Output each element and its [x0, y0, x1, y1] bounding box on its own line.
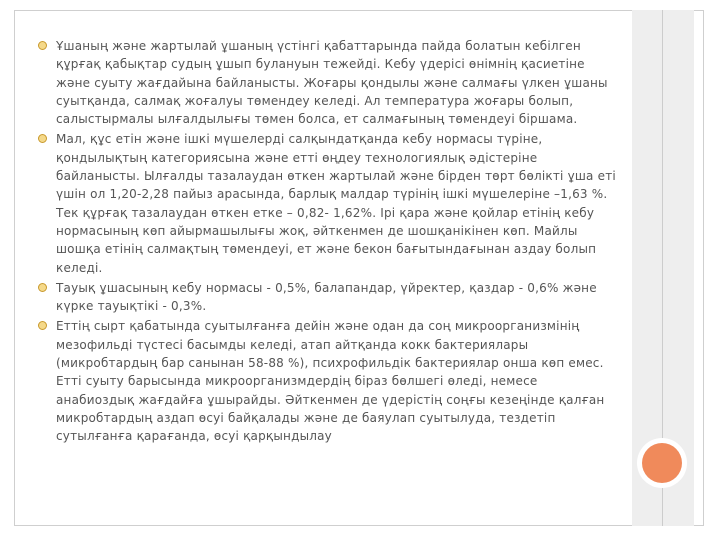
bullet-item-2 — [38, 130, 616, 276]
bullet-text: Ұшаның және жартылай ұшаның үстінгі қабаттарында пайда болатын кебілген құрғақ қабықтар судың ұшып булануын тежейді. Кебу үдерісі өнімнің қасиетіне және суыту жағдайына байланысты. Жоғары қондылы және салмағы үлкен ұшаны суытқанда, салмақ жоғалуы төмендеу келеді. Ал температура жоғары болып, салыстырмалы ылғалдылығы төмен болса, ет салмағының төмендеуі біршама. — [56, 39, 608, 127]
bullet-dot-icon — [38, 283, 47, 292]
bullet-dot-icon — [38, 321, 47, 330]
slide-content — [38, 37, 616, 448]
bullet-dot-icon — [38, 134, 47, 143]
bullet-dot-icon — [38, 41, 47, 50]
bullet-text: Мал, құс етін және ішкі мүшелерді салқындатқанда кебу нормасы түріне, қондылықтың категориясына және етті өңдеу технологиялық әдістеріне байланысты. Ылғалды тазалаудан өткен жартылай және бірден төрт бөлікті ұша еті үшін ол 1,20-2,28 пайыз арасында, барлық малдар түрінің ішкі мүшелеріне –1,63 %. Тек құрғақ тазалаудан өткен етке – 0,82- 1,62%. Ірі қара және қойлар етінің кебу нормасының көп айырмашылығы жоқ, әйткенмен де шошқанікінен көп. Майлы шошқа етінің салмақтың төмендеуі, ет және бекон бағытындағынан аздау болып келеді. — [56, 132, 616, 275]
bullet-text: Тауық ұшасының кебу нормасы - 0,5%, балапандар, үйректер, қаздар - 0,6% және күрке тауықтікі - 0,3%. — [56, 280, 597, 314]
bullet-item-3 — [38, 279, 616, 316]
bullet-text: Еттің сырт қабатында суытылғанға дейін және одан да соң микроорганизмінің мезофильді түстесі басымды келеді, атап айтқанда кокк бактериялары (микробтардың бар санынан 58-88 %), психрофильдік бактериялар онша көп емес. Етті суыту барысында микроорганизмдердің біраз бөлшегі өледі, немесе анабиоздық жағдайға ұшырайды. Әйткенмен де үдерістің соңғы кезеңінде қалған микробтардың аздап өсуі байқалады және де баяулап суытылуда, тездетіп сутылғанға қарағанда, өсуі қарқындылау — [56, 319, 605, 444]
bullet-item-4 — [38, 317, 616, 445]
decorative-circle-accent — [642, 443, 682, 483]
bullet-item-1 — [38, 37, 616, 128]
